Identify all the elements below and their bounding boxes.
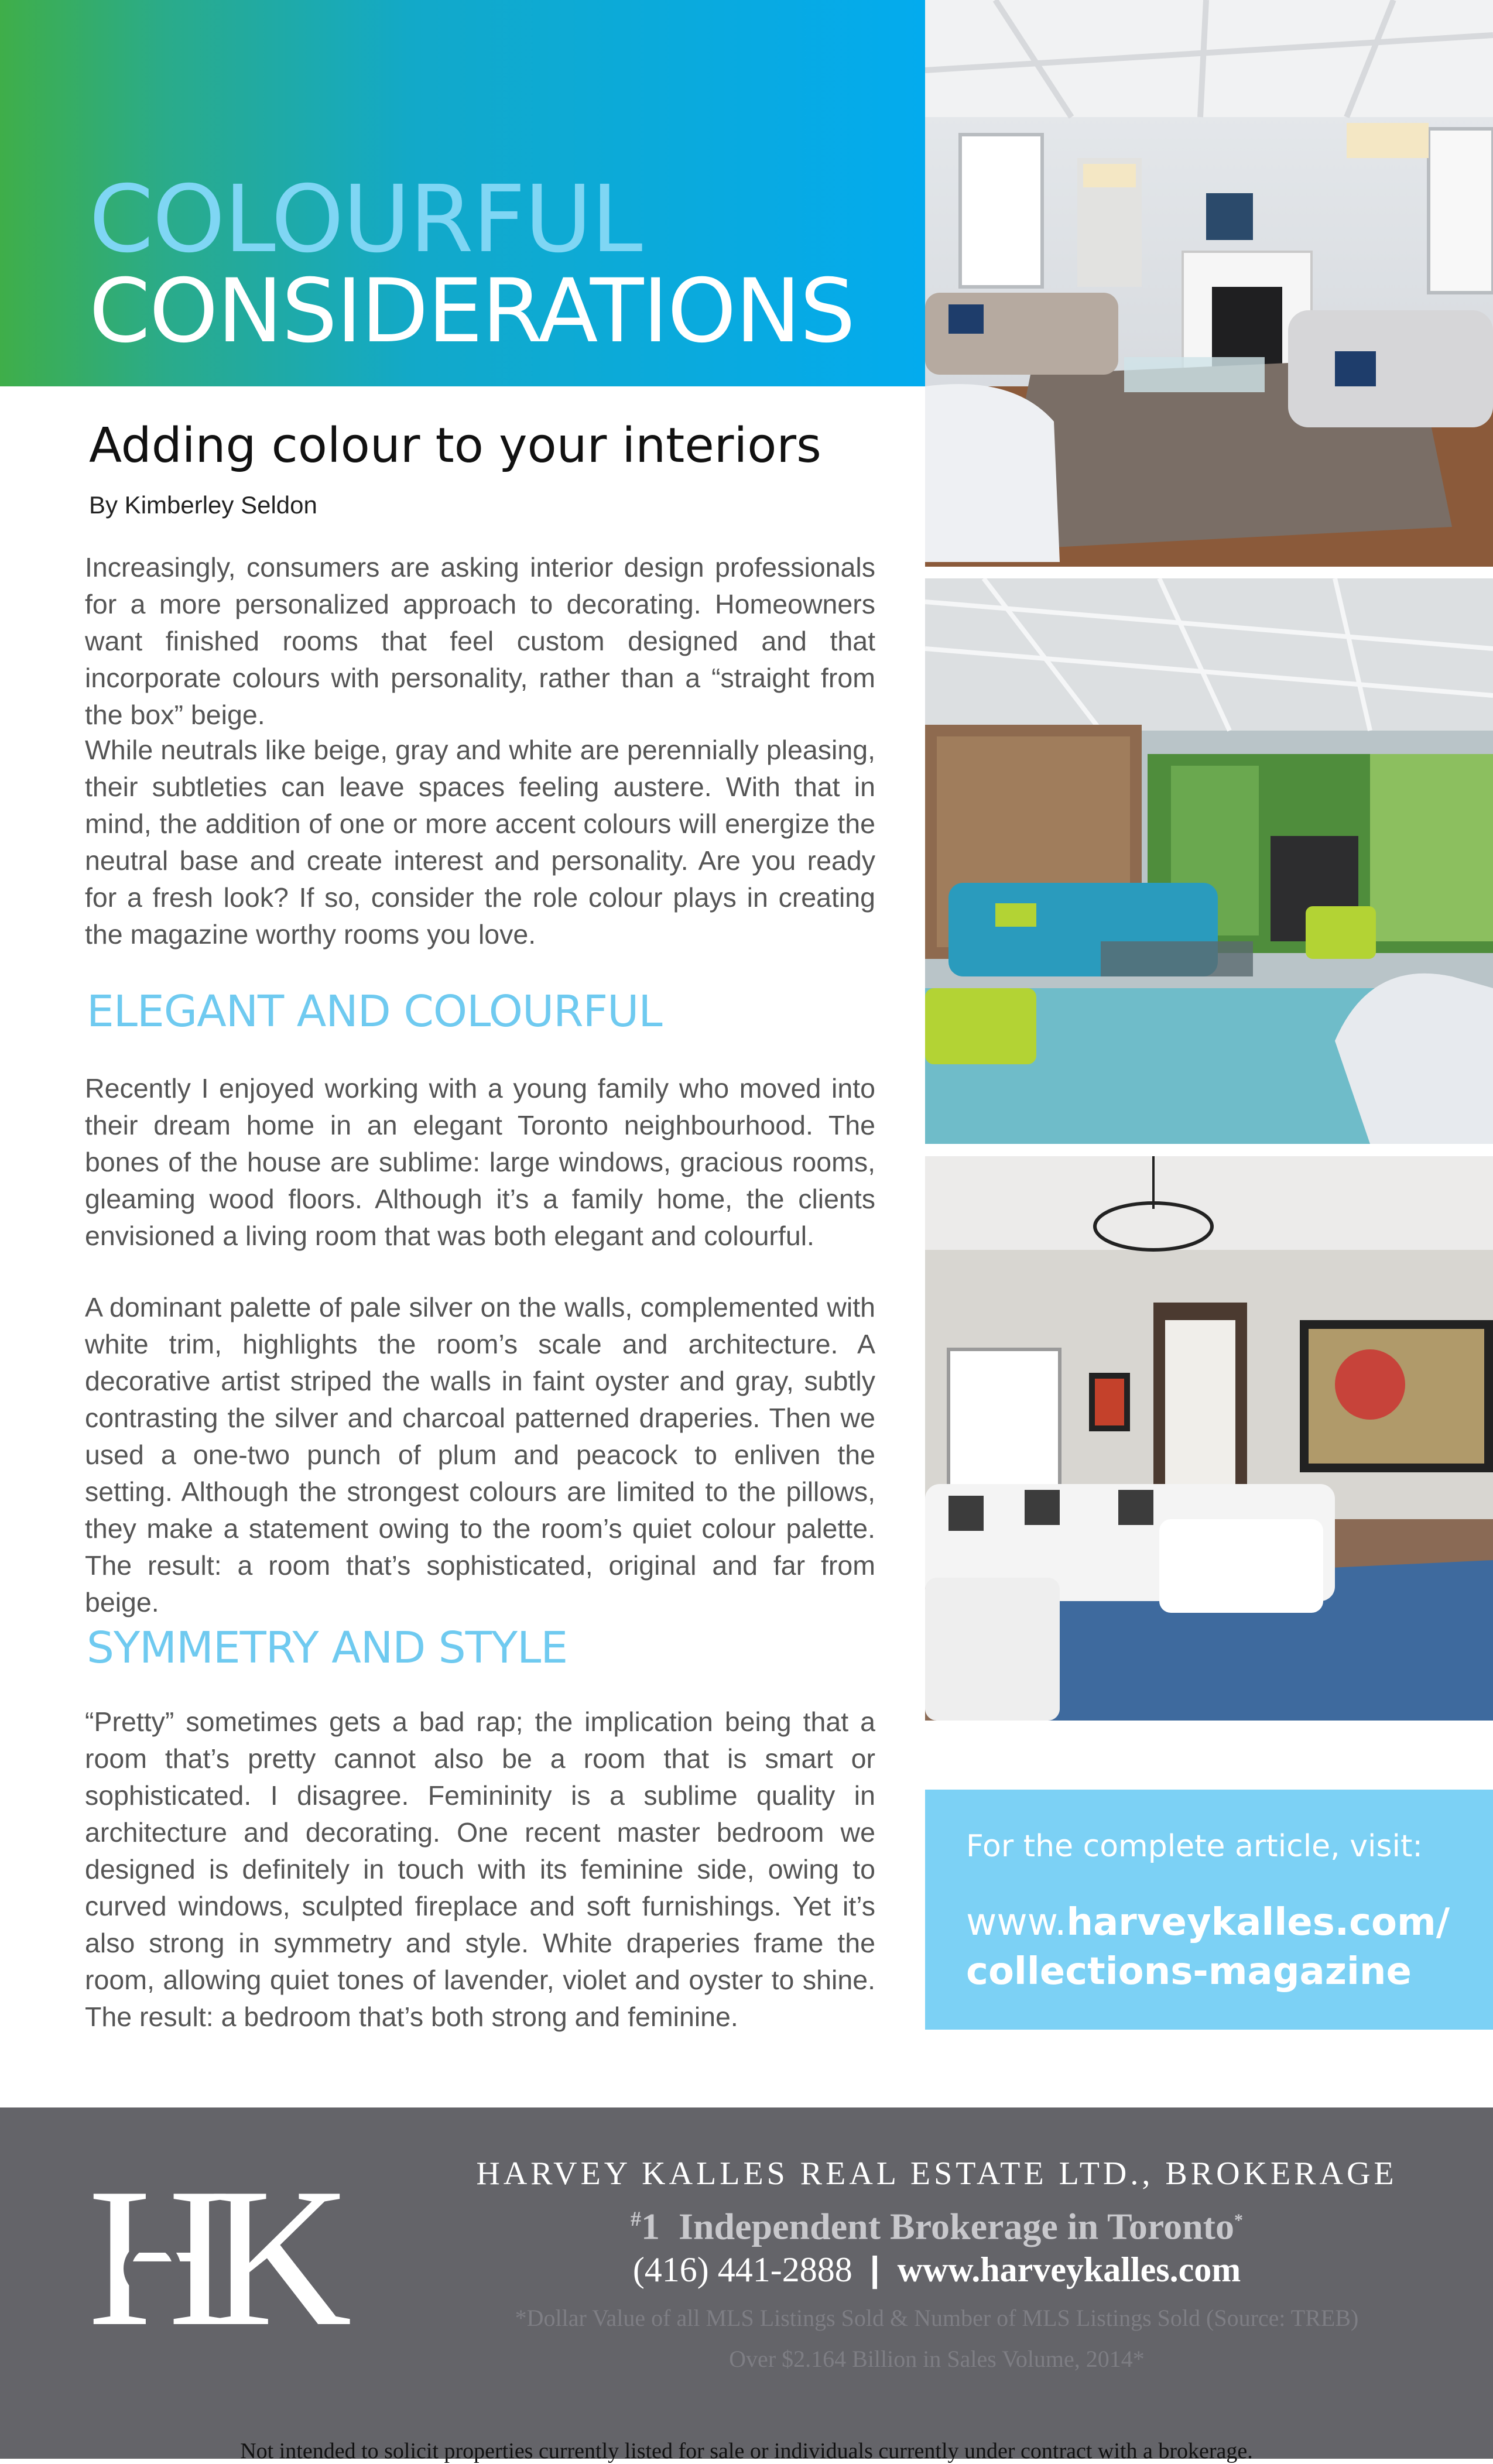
- cta-link[interactable]: [966, 1898, 1481, 1996]
- intro-paragraph-1: Increasingly, consumers are asking interior design professionals for a more personalized approach to decorating. Homeowners want finished rooms that feel custom designed and that incorporate colours with personality, rather than a “straight from the box” beige.: [85, 552, 875, 730]
- company-name: HARVEY KALLES REAL ESTATE LTD., BROKERAGE: [476, 2155, 1398, 2192]
- cta-intro-text: For the complete article, visit:: [966, 1829, 1423, 1864]
- intro-paragraph-2: While neutrals like beige, gray and white are perennially pleasing, their subtleties can leave spaces feeling austere. With that in mind, the addition of one or more accent colours will energize the neutral base and create interest and personality. Are you ready for a fresh look? If so, consider the role colour plays in creating the magazine worthy rooms you love.: [85, 735, 875, 950]
- cta-url-prefix: www.: [966, 1901, 1067, 1944]
- section-1-paragraph-2: A dominant palette of pale silver on the walls, complemented with white trim, highlights the room’s scale and architecture. A decorative artist striped the walls in faint oyster and gray, subtly contrasting the silver and charcoal patterned draperies. Then we used a one-two punch of plum and peacock to enliven the setting. Although the strongest colours are limited to the pillows, they make a statement owing to the room’s quiet colour palette. The result: a room that’s sophisticated, original and far from beige.: [85, 1292, 875, 1617]
- hk-logo: [88, 2157, 375, 2339]
- modern-living-room-photo: [925, 1156, 1493, 1721]
- rank-symbol: #: [631, 2207, 642, 2230]
- section-1-paragraph-1: Recently I enjoyed working with a young family who moved into their dream home in an elegant Toronto neighbourhood. The bones of the house are sublime: large windows, gracious rooms, gleaming wood floors. Although it’s a family home, the clients envisioned a living room that was both elegant and colourful.: [85, 1073, 875, 1251]
- tagline-text: Independent Brokerage in Toronto: [679, 2205, 1234, 2247]
- tagline-asterisk: *: [1234, 2211, 1243, 2230]
- title-line-2: CONSIDERATIONS: [89, 261, 855, 362]
- sales-note-line-2: Over $2.164 Billion in Sales Volume, 2014*: [729, 2346, 1145, 2372]
- brokerage-tagline: [445, 2196, 1429, 2249]
- contact-separator: |: [869, 2250, 880, 2289]
- article-subtitle: Adding colour to your interiors: [89, 418, 821, 474]
- article-byline: By Kimberley Seldon: [89, 491, 317, 519]
- section-heading-elegant: ELEGANT AND COLOURFUL: [87, 986, 662, 1037]
- section-2-paragraph-1: “Pretty” sometimes gets a bad rap; the implication being that a room that’s pretty cannot also be a room that is smart or sophisticated. I disagree. Femininity is a sublime quality in architecture and decorating. One recent master bedroom we designed is definitely in touch with its feminine side, owing to curved windows, sculpted fireplace and soft furnishings. Yet it’s also strong in symmetry and style. White draperies frame the room, allowing quiet tones of lavender, violet and oyster to shine. The result: a bedroom that’s both strong and feminine.: [85, 1706, 875, 2032]
- contact-line: [445, 2248, 1429, 2291]
- rank-number: 1: [641, 2205, 660, 2247]
- cta-url-domain: harveykalles.com/: [1066, 1901, 1450, 1944]
- sales-note-line-1: *Dollar Value of all MLS Listings Sold & Number of MLS Listings Sold (Source: TREB): [515, 2305, 1359, 2331]
- complete-article-box: [925, 1790, 1493, 2030]
- title-line-1: COLOURFUL: [89, 166, 642, 273]
- footer-website-link[interactable]: www.harveykalles.com: [897, 2250, 1241, 2289]
- loft-lounge-photo: [925, 578, 1493, 1144]
- phone-number[interactable]: (416) 441-2888: [632, 2250, 852, 2289]
- living-room-photo: [925, 0, 1493, 567]
- legal-disclaimer: Not intended to solicit properties currently listed for sale or individuals currently under contract with a brokerage.: [240, 2439, 1253, 2463]
- cta-url-path: collections-magazine: [966, 1950, 1412, 1993]
- svg-text:HK: HK: [88, 2157, 329, 2339]
- header-banner: [0, 0, 925, 386]
- section-heading-symmetry: SYMMETRY AND STYLE: [87, 1623, 568, 1673]
- footer-banner: [0, 2107, 1493, 2459]
